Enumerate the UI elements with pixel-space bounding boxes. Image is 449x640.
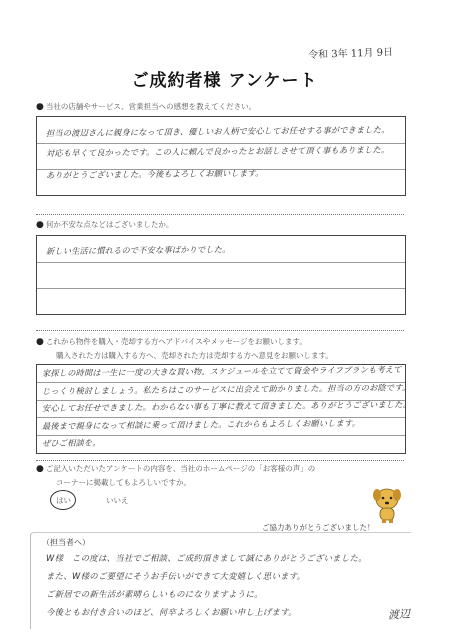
letter-line-1: W様 この度は、当社でご相談、ご成約頂きまして誠にありがとうございました。 (46, 553, 367, 563)
option-yes[interactable]: はい (56, 496, 71, 505)
divider (36, 330, 404, 331)
answer-1-line-3: ありがとうございました。今後もよろしくお願いします。 (45, 167, 264, 181)
page-title: ご成約者様 アンケート (131, 71, 318, 91)
answer-2-line-1: 新しい生活に慣れるので不安な事ばかりでした。 (45, 244, 231, 257)
question-4-label: ● ご記入いただいたアンケートの内容を、当社のホームページの「お客様の声」の (36, 464, 316, 474)
survey-date: 令和 3年 11月 9日 (307, 47, 394, 62)
bullet-icon: ● (36, 102, 44, 112)
answer-3-line-2: じっくり検討しましょう。私たちはこのサービスに出会えて助かりました。担当の方のお陰です。 (41, 382, 411, 397)
ruled-line (37, 262, 405, 263)
answer-3-line-5: ぜひご相談を。 (41, 437, 101, 449)
answer-3-line-3: 安心してお任せできました。わからない事も丁寧に教えて頂きました。ありがとうございました。 (41, 399, 412, 414)
answer-1-line-1: 担当の渡辺さんに親身になって頂き、優しいお人柄で安心してお任せする事ができました。 (45, 124, 390, 139)
answer-1-line-2: 対応も早くて良かったです。この人に頼んで良かったとお話しさせて頂く事もありました。 (45, 144, 390, 159)
answer-3-line-1: 家探しの時間は一生に一度の大きな買い物。スケジュールを立てて資金やライフプランも考えて (41, 364, 402, 379)
question-3-sublabel: 購入された方は購入する方へ、売却された方は売却する方へ意見をお願いします。 (56, 351, 333, 360)
letter-heading: （担当者へ） (42, 538, 90, 547)
answer-3-line-4: 最後まで親身になって相談に乗って頂けました。これからもよろしくお願いします。 (41, 417, 361, 432)
question-4-sublabel: コーナーに掲載してもよろしいですか。 (56, 478, 191, 487)
question-1-label: ● 当社の店舗やサービス、営業担当への感想を教えてください。 (36, 102, 257, 112)
option-no[interactable]: いいえ (106, 496, 129, 505)
divider (36, 460, 404, 461)
letter-line-2: また、W様のご要望にそうお手伝いができて大変嬉しく思います。 (46, 571, 306, 581)
ruled-line (37, 288, 405, 289)
letter-line-4: 今後ともお付き合いのほど、何卒よろしくお願い申し上げます。 (46, 607, 297, 617)
bullet-icon: ● (36, 220, 44, 230)
letter-line-3: ご新居での新生活が素晴らしいものになりますように。 (46, 589, 263, 599)
thanks-message: ご協力ありがとうございました！ (262, 523, 375, 532)
staff-signature: 渡辺 (387, 607, 411, 622)
bullet-icon: ● (36, 464, 44, 474)
question-3-label: ● これから物件を購入・売却する方へアドバイスやメッセージをお願いします。 (36, 337, 307, 347)
divider (36, 214, 404, 215)
dog-mascot-icon (370, 486, 404, 524)
question-2-label: ● 何か不安な点などはございましたか。 (36, 220, 174, 230)
selected-circle-mark (50, 490, 76, 510)
bullet-icon: ● (36, 337, 44, 347)
